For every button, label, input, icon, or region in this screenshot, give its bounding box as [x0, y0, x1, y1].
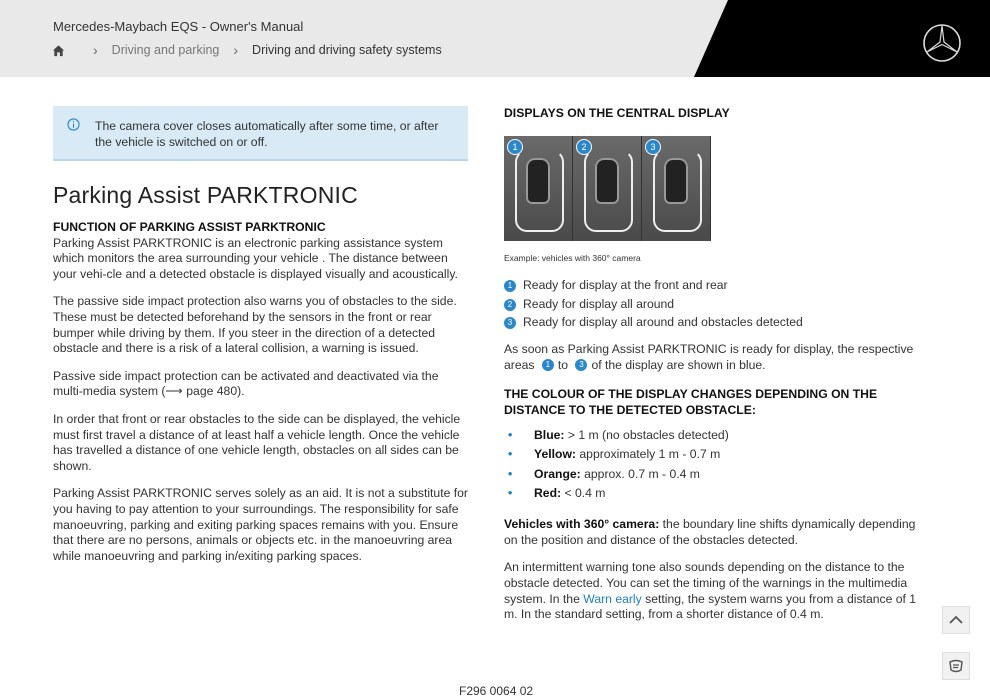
parking-display-figure [504, 136, 711, 241]
warning-text-b: setting, the system warns you from a distance of 1 m. In the standard setting, from a shorter distance of 0.4 m. [504, 591, 917, 622]
info-box [53, 106, 468, 161]
figure-number-badge: 3 [645, 139, 661, 155]
colour-heading: THE COLOUR OF THE DISPLAY CHANGES DEPENDING ON THE DISTANCE TO THE DETECTED OBSTACLE: [504, 387, 878, 417]
mercedes-star-logo [922, 23, 962, 63]
colour-item-yellow [504, 447, 920, 463]
page-title: Parking Assist PARKTRONIC [53, 182, 358, 208]
numbered-list [504, 278, 920, 331]
warn-early-link[interactable]: Warn early [583, 591, 642, 606]
car-icon [526, 158, 550, 204]
left-column [53, 220, 470, 576]
feedback-button[interactable] [942, 652, 970, 680]
info-text: The camera cover closes automatically after some time, or after the vehicle is switched on or off. [95, 119, 439, 149]
number-badge: 1 [542, 359, 554, 371]
colour-label: Yellow: [534, 447, 576, 462]
displays-heading: DISPLAYS ON THE CENTRAL DISPLAY [504, 106, 730, 120]
paragraph-responsibility: Parking Assist PARKTRONIC serves solely as an aid. It is not a substitute for you having to pay attention to your surroundings. The responsibility for safe manoeuvring, parking and exiting parking spaces remains with you. Ensure that there are no persons, animals or objects etc. in the manoeuvring area while manoeuvring and parking in/exiting parking spaces. [53, 486, 468, 563]
camera-label: Vehicles with 360° camera: [504, 517, 660, 532]
car-icon [664, 158, 688, 204]
areas-text-a: As soon as Parking Assist PARKTRONIC is ready for display, the respective areas [504, 341, 914, 372]
colour-item-red [504, 486, 920, 502]
list-item-text: Ready for display all around [523, 296, 675, 311]
list-item [504, 297, 920, 313]
colour-label: Blue: [534, 428, 565, 443]
number-badge: 2 [504, 299, 516, 311]
figure-number-badge: 2 [576, 139, 592, 155]
header [0, 0, 990, 77]
list-item-text: Ready for display all around and obstacles detected [523, 315, 803, 330]
paragraph-function: Parking Assist PARKTRONIC is an electronic parking assistance system which monitors the area surrounding your vehicle . The distance between your vehi-cle and a detected obstacle is displayed visually and acoustically. [53, 235, 458, 281]
colour-list [504, 428, 920, 501]
colour-item-orange [504, 467, 920, 483]
figure-panel-3 [642, 136, 711, 241]
number-badge: 1 [504, 280, 516, 292]
colour-text: > 1 m (no obstacles detected) [564, 428, 729, 443]
list-item [504, 278, 920, 294]
chevron-right-icon: › [233, 42, 239, 58]
paragraph-areas [504, 342, 920, 373]
breadcrumb-item-driving-parking[interactable]: Driving and parking [111, 43, 220, 57]
chevron-right-icon: › [93, 42, 98, 58]
paragraph-warning-tone [504, 560, 920, 622]
chevron-up-icon [943, 607, 969, 633]
scroll-to-top-button[interactable] [942, 606, 970, 634]
paragraph-distance: In order that front or rear obstacles to the side can be displayed, the vehicle must first travel a distance of at least half a vehicle length. Once the vehicle has travelled a distance of one vehicle length, obstacles on all sides can be shown. [53, 411, 461, 473]
number-badge: 3 [575, 359, 587, 371]
figure-panel-2 [573, 136, 642, 241]
colour-item-blue [504, 428, 920, 444]
figure-caption: Example: vehicles with 360° camera [504, 252, 641, 263]
paragraph-side-impact: The passive side impact protection also warns you of obstacles to the side. These must be detected beforehand by the sensors in the front or rear bumper while driving by them. If you steer in the direction of a detected obstacle and there is a risk of a lateral collision, a warning is issued. [53, 294, 457, 356]
car-icon [595, 158, 619, 204]
paragraph-activation: Passive side impact protection can be activated and deactivated via the multi-media system (⟶ page 480). [53, 368, 439, 399]
breadcrumb [52, 42, 442, 58]
colour-text: approx. 0.7 m - 0.4 m [580, 466, 700, 481]
list-item-text: Ready for display at the front and rear [523, 278, 728, 293]
warning-text-a: An intermittent warning tone also sounds depending on the distance to the obstacle detected. You can set the timing of the warnings in the multimedia system. In the [504, 560, 908, 606]
info-icon [67, 118, 80, 131]
areas-text-to: to [557, 357, 569, 372]
app-title: Mercedes-Maybach EQS - Owner's Manual [53, 19, 304, 34]
colour-text: < 0.4 m [561, 485, 606, 500]
feedback-icon [943, 653, 969, 679]
list-item [504, 315, 920, 331]
right-column [504, 106, 920, 623]
colour-text: approximately 1 m - 0.7 m [576, 447, 721, 462]
figure-number-badge: 1 [507, 139, 523, 155]
colour-label: Orange: [534, 466, 581, 481]
home-icon[interactable] [52, 44, 65, 57]
function-heading: FUNCTION OF PARKING ASSIST PARKTRONIC [53, 220, 326, 234]
number-badge: 3 [504, 317, 516, 329]
breadcrumb-item-current[interactable]: Driving and driving safety systems [252, 43, 442, 57]
figure-code: F296 0064 02 [459, 684, 534, 698]
colour-label: Red: [534, 485, 562, 500]
camera-text: the boundary line shifts dynamically depending on the position and distance of the obstacles detected. [504, 517, 916, 547]
figure-panel-1 [504, 136, 573, 241]
areas-text-b: of the display are shown in blue. [591, 357, 766, 372]
paragraph-360-camera [504, 517, 920, 548]
